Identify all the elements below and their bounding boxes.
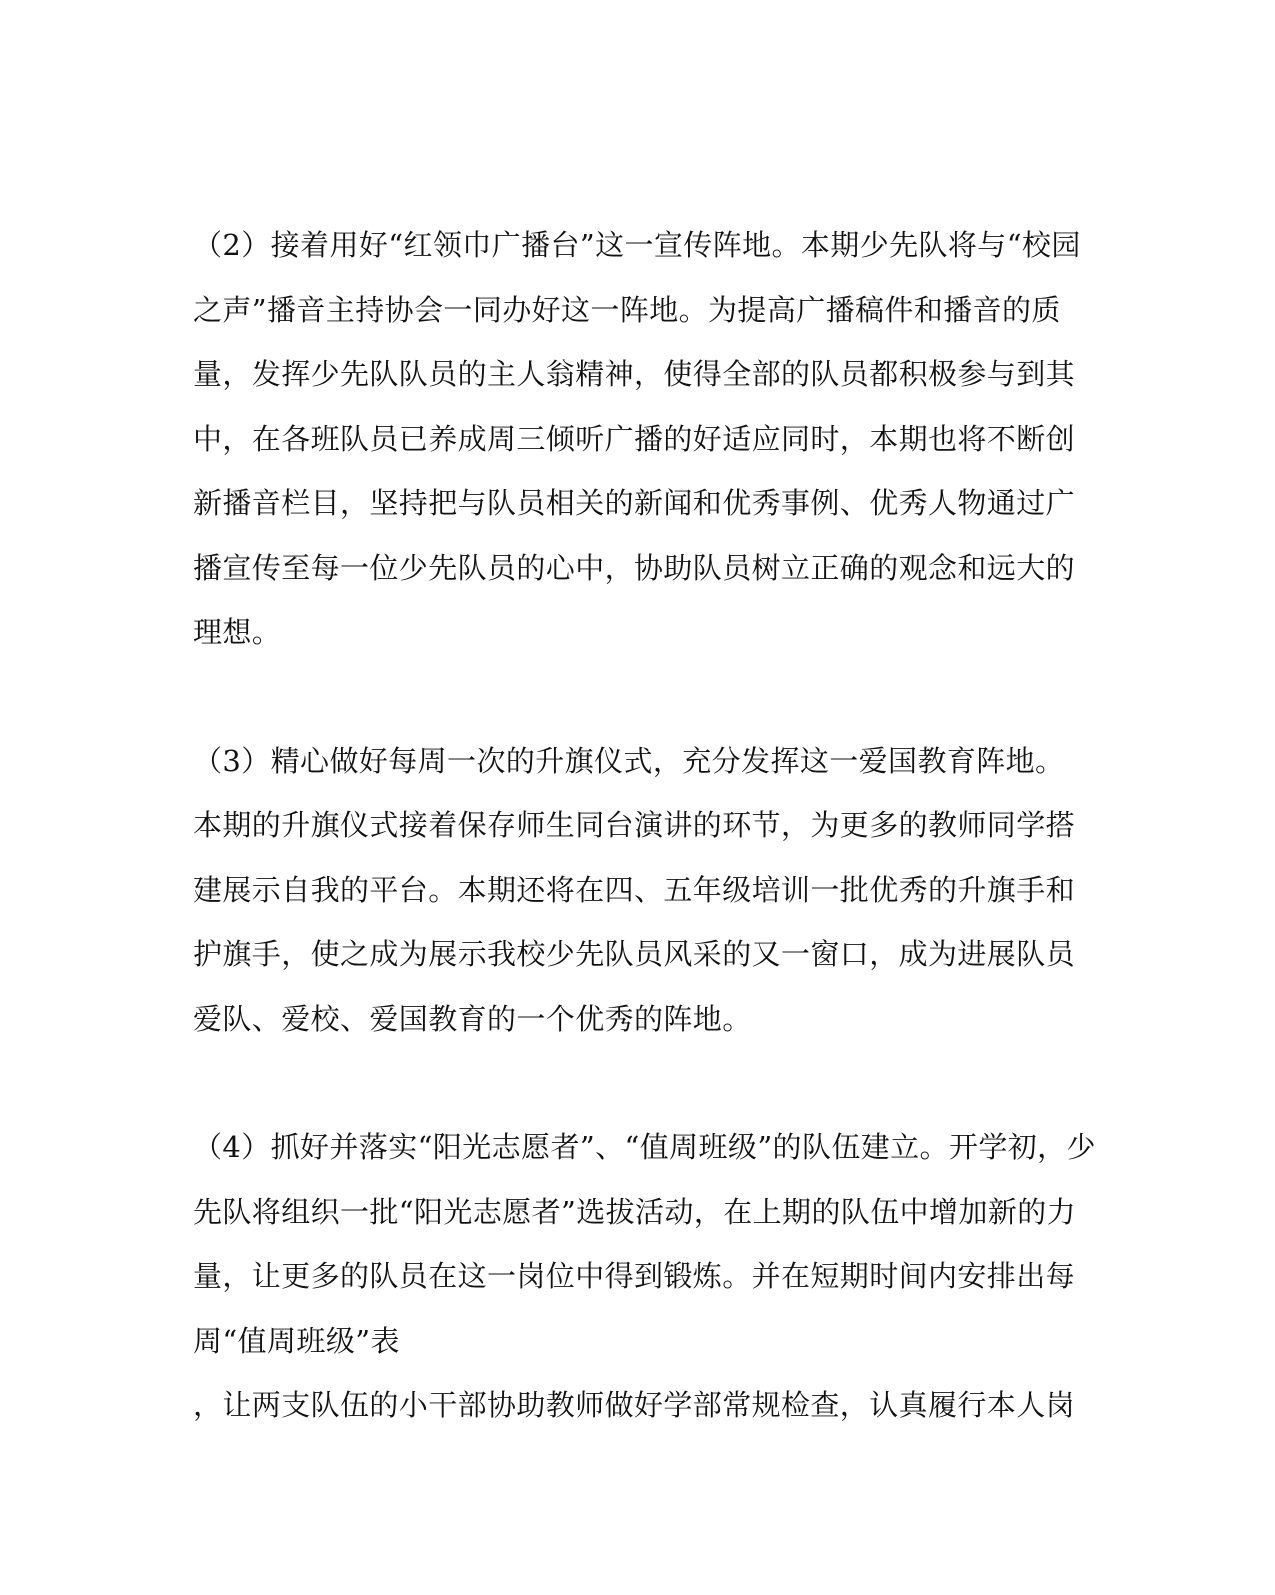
text-line: 新播音栏目，坚持把与队员相关的新闻和优秀事例、优秀人物通过广 — [193, 486, 1076, 520]
paragraph-3 — [193, 729, 1076, 1052]
paragraph-4 — [193, 1115, 1096, 1373]
text-line: 周“值周班级”表 — [193, 1323, 400, 1358]
text-line: 理想。 — [193, 615, 282, 649]
text-line: 本期的升旗仪式接着保存师生同台演讲的环节，为更多的教师同学搭 — [193, 808, 1076, 842]
text-line: 中，在各班队员已养成周三倾听广播的好适应同时，本期也将不断创 — [193, 421, 1076, 456]
text-line: （4）抓好并落实“阳光志愿者”、“值周班级”的队伍建立。开学初，少 — [193, 1130, 1096, 1164]
document-body — [193, 213, 1096, 1438]
paragraph-2 — [193, 213, 1081, 665]
paragraph-spacer — [193, 665, 1063, 729]
text-line: 建展示自我的平台。本期还将在四、五年级培训一批优秀的升旗手和 — [193, 872, 1076, 907]
paragraph-spacer — [193, 1051, 1063, 1115]
text-line: 爱队、爱校、爱国教育的一个优秀的阵地。 — [193, 1001, 752, 1036]
text-line: 之声”播音主持协会一同办好这一阵地。为提高广播稿件和播音的质 — [193, 292, 1061, 327]
text-line: 量，让更多的队员在这一岗位中得到锻炼。并在短期时间内安排出每 — [193, 1259, 1076, 1293]
text-line: 量，发挥少先队队员的主人翁精神，使得全部的队员都积极参与到其 — [193, 357, 1076, 391]
text-line: ，让两支队伍的小干部协助教师做好学部常规检查，认真履行本人岗 — [193, 1388, 1076, 1422]
text-line: 护旗手，使之成为展示我校少先队员风采的又一窗口，成为进展队员 — [193, 937, 1076, 971]
text-line: （3）精心做好每周一次的升旗仪式，充分发挥这一爱国教育阵地。 — [193, 743, 1065, 778]
text-line: （2）接着用好“红领巾广播台”这一宣传阵地。本期少先队将与“校园 — [193, 228, 1081, 262]
text-line: 先队将组织一批“阳光志愿者”选拔活动，在上期的队伍中增加新的力 — [193, 1194, 1077, 1229]
text-line: 播宣传至每一位少先队员的心中，协助队员树立正确的观念和远大的 — [193, 550, 1076, 585]
paragraph-4-continued — [193, 1373, 1076, 1438]
